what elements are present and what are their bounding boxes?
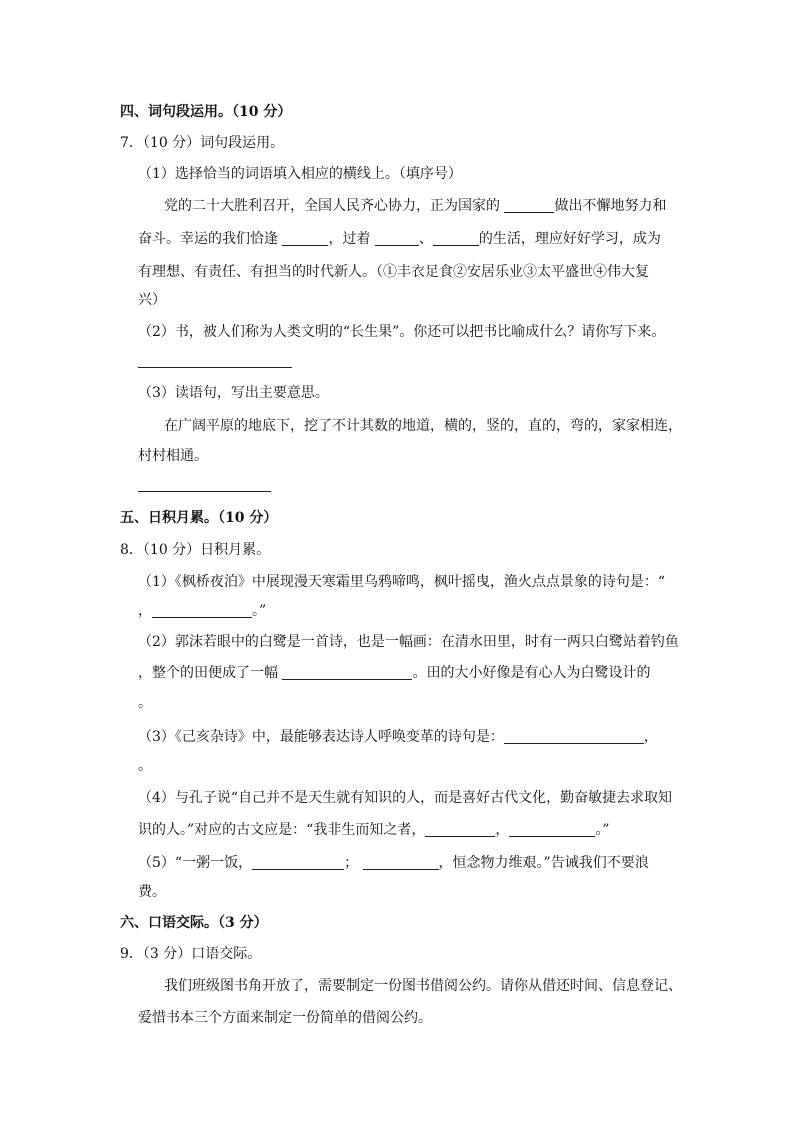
answer-blank[interactable] [282, 231, 328, 246]
q8-part4-line2 [138, 820, 610, 840]
answer-blank[interactable] [152, 603, 252, 618]
text-segment: （5）“一粥一饭， [138, 855, 253, 871]
text-segment: 奋斗。幸运的我们恰逢 [138, 231, 283, 247]
text-segment: 的生活，理应好好学习，成为 [478, 231, 661, 247]
q8-part2-line3: 。 [138, 695, 152, 711]
q7-part2-text: （2）书，被人们称为人类文明的“长生果”。你还可以把书比喻成什么？请你写下来。 [138, 324, 666, 340]
text-segment: 做出不懈地努力和 [554, 198, 667, 214]
q9-line2: 爱惜书本三个方面来制定一份简单的借阅公约。 [138, 1010, 432, 1026]
text-segment: 。” [252, 603, 267, 619]
text-segment: 党的二十大胜利召开，全国人民齐心协力，正为国家的 [164, 198, 505, 214]
text-segment: ， [495, 822, 510, 838]
text-segment: ，恒念物力维艰。”告诫我们不要浪 [438, 855, 649, 871]
q7-stem: 7．（10 分）词句段运用。 [120, 135, 285, 151]
text-segment: ，整个的田便成了一幅 [138, 665, 283, 681]
text-segment: ； [344, 855, 363, 871]
answer-blank[interactable] [252, 855, 344, 870]
text-segment: ， [138, 603, 152, 619]
answer-blank[interactable] [504, 729, 644, 744]
answer-blank[interactable] [425, 822, 495, 837]
q7-part1-line1 [164, 196, 666, 216]
q7-part3-instruction: （3）读语句，写出主要意思。 [138, 385, 329, 401]
q7-part1-instruction: （1）选择恰当的词语填入相应的横线上。（填序号） [138, 166, 462, 182]
q8-part2-line1: （2）郭沫若眼中的白鹭是一首诗，也是一幅画：在清水田里，时有一两只白鹭站着钓鱼 [138, 634, 679, 650]
q8-stem: 8．（10 分）日积月累。 [120, 542, 271, 558]
text-segment: 。” [595, 822, 610, 838]
text-segment: 识的人。”对应的古文应是：“我非生而知之者， [138, 822, 426, 838]
q8-part3-line2: 。 [138, 758, 152, 774]
text-segment: （3）《己亥杂诗》中，最能够表达诗人呼唤变革的诗句是： [138, 729, 504, 745]
section6-heading: 六、口语交际。（3 分） [120, 915, 268, 931]
answer-line[interactable] [138, 491, 271, 492]
q7-part3-line2: 村村相通。 [138, 448, 208, 464]
q7-part1-line4: 兴） [138, 292, 166, 308]
section4-heading: 四、词句段运用。（10 分） [120, 104, 292, 120]
text-segment: 、 [418, 231, 433, 247]
q8-part1-line2 [138, 601, 266, 621]
text-segment: 。田的大小好像是有心人为白鹭设计的 [412, 665, 651, 681]
text-segment: ， [643, 729, 658, 745]
q8-part5-line2: 费。 [138, 884, 166, 900]
q7-part1-line3: 有理想、有责任、有担当的时代新人。（①丰衣足食②安居乐业③太平盛世④伟大复 [138, 264, 649, 280]
text-segment: ，过着 [328, 231, 375, 247]
answer-blank[interactable] [375, 231, 419, 246]
q7-part1-line2 [138, 229, 661, 249]
q9-line1: 我们班级图书角开放了，需要制定一份图书借阅公约。请你从借还时间、信息登记、 [164, 978, 682, 994]
answer-blank[interactable] [282, 665, 412, 680]
answer-blank[interactable] [509, 822, 595, 837]
q7-part3-line1: 在广阔平原的地底下，挖了不计其数的地道，横的，竖的，直的，弯的，家家相连， [164, 418, 682, 434]
q8-part1-line1: （1）《枫桥夜泊》中展现漫天寒霜里乌鸦啼鸣，枫叶摇曳，渔火点点景象的诗句是：“ [138, 574, 666, 590]
q8-part5-line1 [138, 853, 649, 873]
q8-part2-line2 [138, 663, 650, 683]
q8-part4-line1: （4）与孔子说“自己并不是天生就有知识的人，而是喜好古代文化，勤奋敏捷去求取知 [138, 790, 673, 806]
section5-heading: 五、日积月累。（10 分） [120, 510, 278, 526]
q8-part3-line1 [138, 727, 658, 747]
q9-stem: 9．（3 分）口语交际。 [120, 946, 262, 962]
answer-line[interactable] [138, 367, 292, 368]
answer-blank[interactable] [363, 855, 439, 870]
answer-blank[interactable] [504, 198, 554, 213]
answer-blank[interactable] [433, 231, 479, 246]
